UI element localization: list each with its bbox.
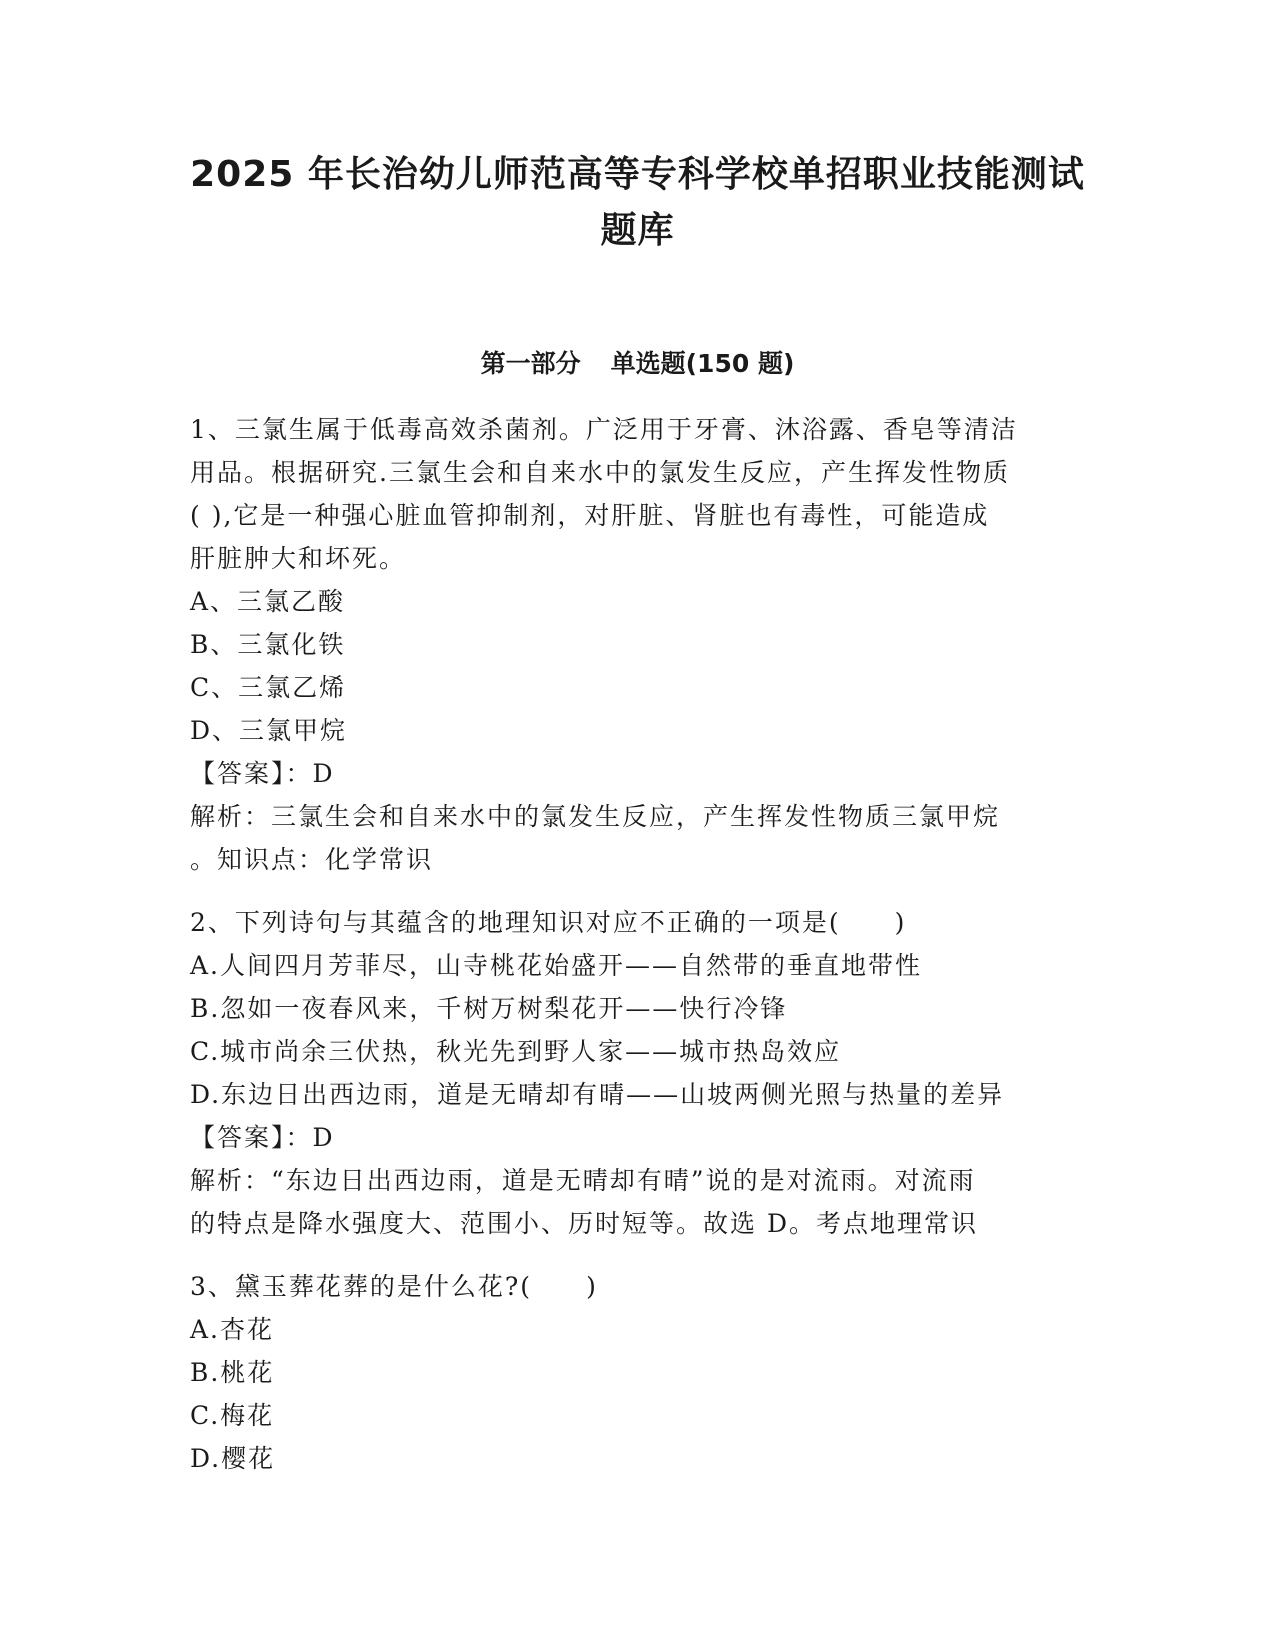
option-c: C、三氯乙烯 [190,673,347,702]
analysis-line: 解析：“东边日出西边雨，道是无晴却有晴”说的是对流雨。对流雨 [190,1166,976,1195]
answer-line: 【答案】：D [190,1123,335,1152]
question-2 [190,901,1080,1245]
option-d: D.樱花 [190,1444,276,1473]
questions-body [190,408,1080,1500]
option-b: B.桃花 [190,1358,275,1387]
option-d: D、三氯甲烷 [190,716,348,745]
document-title-line2: 题库 [600,210,675,251]
section-heading [150,346,1125,382]
section-part: 第一部分 [480,349,581,378]
document-title-line1: 2025 年长治幼儿师范高等专科学校单招职业技能测试 [190,154,1085,195]
option-a: A、三氯乙酸 [190,587,346,616]
question-stem-line: 2、下列诗句与其蕴含的地理知识对应不正确的一项是( ) [190,908,907,937]
question-stem-line: 肝脏肿大和坏死。 [190,544,407,573]
option-a: A.人间四月芳菲尽，山寺桃花始盛开——自然带的垂直地带性 [190,951,923,980]
question-stem-line: 3、黛玉葬花葬的是什么花?( ) [190,1272,598,1301]
question-stem-line: ( ),它是一种强心脏血管抑制剂，对肝脏、肾脏也有毒性，可能造成 [190,501,990,530]
question-3 [190,1265,1080,1480]
question-stem-line: 1、三氯生属于低毒高效杀菌剂。广泛用于牙膏、沐浴露、香皂等清洁 [190,415,1018,444]
analysis-line: 的特点是降水强度大、范围小、历时短等。故选 D。考点地理常识 [190,1209,978,1238]
option-b: B.忽如一夜春风来，千树万树梨花开——快行冷锋 [190,994,788,1023]
option-c: C.梅花 [190,1401,275,1430]
option-b: B、三氯化铁 [190,630,346,659]
analysis-line: 解析：三氯生会和自来水中的氯发生反应，产生挥发性物质三氯甲烷 [190,802,1001,831]
option-d: D.东边日出西边雨，道是无晴却有晴——山坡两侧光照与热量的差异 [190,1080,1005,1109]
section-name: 单选题(150 题) [610,349,795,378]
answer-line: 【答案】：D [190,759,335,788]
question-stem-line: 用品。根据研究.三氯生会和自来水中的氯发生反应，产生挥发性物质 [190,458,1010,487]
question-1 [190,408,1080,881]
option-c: C.城市尚余三伏热，秋光先到野人家——城市热岛效应 [190,1037,842,1066]
analysis-line: 。知识点：化学常识 [190,845,434,874]
option-a: A.杏花 [190,1315,275,1344]
